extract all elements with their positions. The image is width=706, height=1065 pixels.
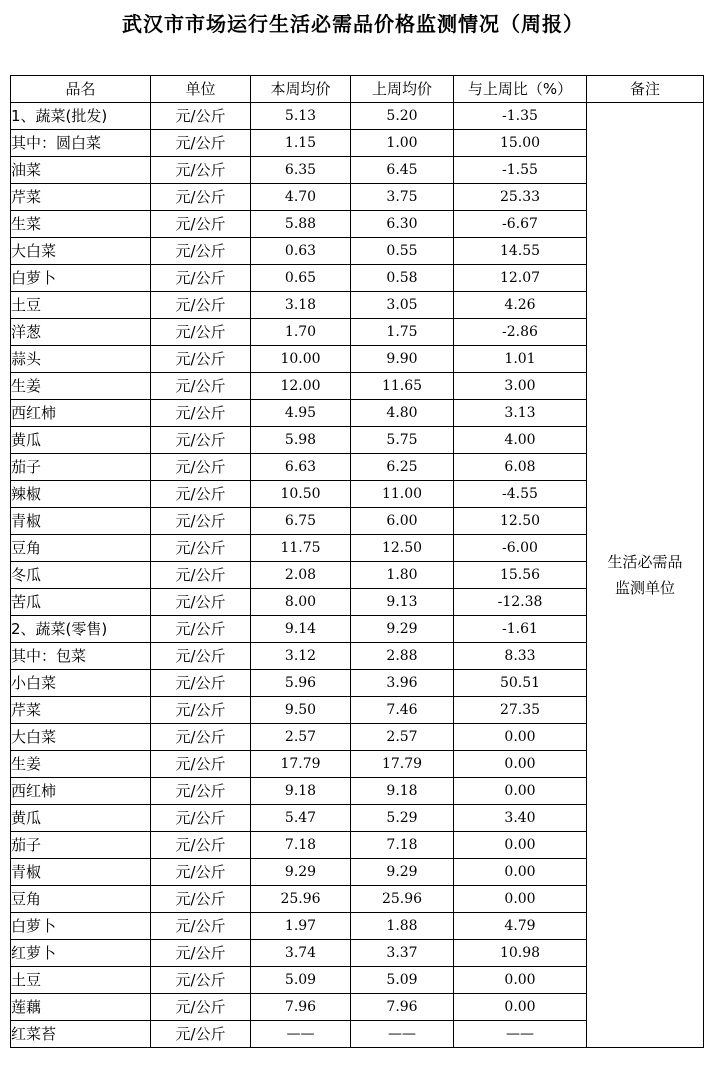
row-change-cell: -4.55 (454, 481, 587, 508)
row-name-cell: 土豆 (11, 967, 151, 994)
row-last-week-cell: —— (351, 1021, 454, 1048)
row-name-cell: 红菜苔 (11, 1021, 151, 1048)
row-unit-cell: 元/公斤 (151, 1021, 251, 1048)
row-unit-cell: 元/公斤 (151, 751, 251, 778)
row-last-week-cell: 6.25 (351, 454, 454, 481)
row-last-week-cell: 5.20 (351, 103, 454, 130)
row-change-cell: 50.51 (454, 670, 587, 697)
row-name-cell: 蒜头 (11, 346, 151, 373)
row-last-week-cell: 7.96 (351, 994, 454, 1021)
row-name-cell: 白萝卜 (11, 913, 151, 940)
row-this-week-cell: 4.70 (251, 184, 351, 211)
row-unit-cell: 元/公斤 (151, 967, 251, 994)
row-change-cell: -1.35 (454, 103, 587, 130)
row-unit-cell: 元/公斤 (151, 508, 251, 535)
row-change-cell: 4.00 (454, 427, 587, 454)
row-last-week-cell: 1.88 (351, 913, 454, 940)
row-this-week-cell: 5.47 (251, 805, 351, 832)
row-last-week-cell: 1.75 (351, 319, 454, 346)
header-remark: 备注 (587, 76, 704, 103)
row-name-cell: 辣椒 (11, 481, 151, 508)
row-last-week-cell: 0.55 (351, 238, 454, 265)
row-name-cell: 茄子 (11, 454, 151, 481)
row-this-week-cell: 6.35 (251, 157, 351, 184)
row-change-cell: 8.33 (454, 643, 587, 670)
row-change-cell: 1.01 (454, 346, 587, 373)
row-last-week-cell: 6.30 (351, 211, 454, 238)
row-name-cell: 洋葱 (11, 319, 151, 346)
row-name-cell: 西红柿 (11, 400, 151, 427)
table-body (11, 103, 704, 1048)
header-change: 与上周比（%） (454, 76, 587, 103)
price-table (10, 75, 704, 1048)
row-change-cell: -1.55 (454, 157, 587, 184)
row-this-week-cell: 3.12 (251, 643, 351, 670)
row-unit-cell: 元/公斤 (151, 535, 251, 562)
row-last-week-cell: 25.96 (351, 886, 454, 913)
row-change-cell: 0.00 (454, 886, 587, 913)
row-unit-cell: 元/公斤 (151, 319, 251, 346)
row-change-cell: 4.79 (454, 913, 587, 940)
row-change-cell: 0.00 (454, 778, 587, 805)
row-change-cell: 3.13 (454, 400, 587, 427)
row-this-week-cell: 0.65 (251, 265, 351, 292)
row-unit-cell: 元/公斤 (151, 724, 251, 751)
row-change-cell: 4.26 (454, 292, 587, 319)
row-this-week-cell: 2.08 (251, 562, 351, 589)
row-this-week-cell: 7.18 (251, 832, 351, 859)
row-last-week-cell: 11.00 (351, 481, 454, 508)
row-last-week-cell: 5.29 (351, 805, 454, 832)
row-last-week-cell: 6.00 (351, 508, 454, 535)
row-unit-cell: 元/公斤 (151, 859, 251, 886)
row-unit-cell: 元/公斤 (151, 211, 251, 238)
row-this-week-cell: 9.14 (251, 616, 351, 643)
row-unit-cell: 元/公斤 (151, 103, 251, 130)
row-this-week-cell: 9.18 (251, 778, 351, 805)
row-unit-cell: 元/公斤 (151, 184, 251, 211)
header-name: 品名 (11, 76, 151, 103)
row-name-cell: 其中：包菜 (11, 643, 151, 670)
row-this-week-cell: 11.75 (251, 535, 351, 562)
row-last-week-cell: 5.75 (351, 427, 454, 454)
row-change-cell: 15.56 (454, 562, 587, 589)
row-unit-cell: 元/公斤 (151, 589, 251, 616)
row-change-cell: 0.00 (454, 724, 587, 751)
row-change-cell: -1.61 (454, 616, 587, 643)
row-this-week-cell: 4.95 (251, 400, 351, 427)
row-this-week-cell: 17.79 (251, 751, 351, 778)
row-name-cell: 生姜 (11, 373, 151, 400)
row-unit-cell: 元/公斤 (151, 832, 251, 859)
row-unit-cell: 元/公斤 (151, 292, 251, 319)
row-this-week-cell: 6.63 (251, 454, 351, 481)
row-this-week-cell: —— (251, 1021, 351, 1048)
row-change-cell: 0.00 (454, 994, 587, 1021)
row-change-cell: -2.86 (454, 319, 587, 346)
row-change-cell: -6.67 (454, 211, 587, 238)
row-last-week-cell: 5.09 (351, 967, 454, 994)
row-change-cell: 3.40 (454, 805, 587, 832)
row-change-cell: 14.55 (454, 238, 587, 265)
row-last-week-cell: 9.18 (351, 778, 454, 805)
row-this-week-cell: 0.63 (251, 238, 351, 265)
row-last-week-cell: 3.75 (351, 184, 454, 211)
row-last-week-cell: 7.18 (351, 832, 454, 859)
row-change-cell: 3.00 (454, 373, 587, 400)
row-this-week-cell: 1.70 (251, 319, 351, 346)
row-change-cell: 12.07 (454, 265, 587, 292)
row-last-week-cell: 2.88 (351, 643, 454, 670)
row-name-cell: 生姜 (11, 751, 151, 778)
row-unit-cell: 元/公斤 (151, 994, 251, 1021)
row-name-cell: 白萝卜 (11, 265, 151, 292)
row-name-cell: 青椒 (11, 859, 151, 886)
header-this-week: 本周均价 (251, 76, 351, 103)
row-change-cell: 0.00 (454, 859, 587, 886)
row-this-week-cell: 3.74 (251, 940, 351, 967)
row-unit-cell: 元/公斤 (151, 427, 251, 454)
row-unit-cell: 元/公斤 (151, 778, 251, 805)
row-unit-cell: 元/公斤 (151, 940, 251, 967)
row-this-week-cell: 1.97 (251, 913, 351, 940)
row-name-cell: 小白菜 (11, 670, 151, 697)
row-last-week-cell: 3.05 (351, 292, 454, 319)
row-name-cell: 青椒 (11, 508, 151, 535)
row-unit-cell: 元/公斤 (151, 373, 251, 400)
row-last-week-cell: 4.80 (351, 400, 454, 427)
row-unit-cell: 元/公斤 (151, 238, 251, 265)
table-header-row (11, 76, 704, 103)
row-name-cell: 油菜 (11, 157, 151, 184)
row-last-week-cell: 9.29 (351, 616, 454, 643)
row-change-cell: -12.38 (454, 589, 587, 616)
row-name-cell: 冬瓜 (11, 562, 151, 589)
row-this-week-cell: 2.57 (251, 724, 351, 751)
row-change-cell: 12.50 (454, 508, 587, 535)
row-name-cell: 莲藕 (11, 994, 151, 1021)
row-unit-cell: 元/公斤 (151, 913, 251, 940)
row-name-cell: 大白菜 (11, 724, 151, 751)
row-name-cell: 芹菜 (11, 184, 151, 211)
row-this-week-cell: 1.15 (251, 130, 351, 157)
row-name-cell: 豆角 (11, 535, 151, 562)
row-this-week-cell: 12.00 (251, 373, 351, 400)
row-last-week-cell: 12.50 (351, 535, 454, 562)
row-last-week-cell: 1.80 (351, 562, 454, 589)
row-unit-cell: 元/公斤 (151, 562, 251, 589)
row-unit-cell: 元/公斤 (151, 400, 251, 427)
row-name-cell: 其中：圆白菜 (11, 130, 151, 157)
row-name-cell: 黄瓜 (11, 427, 151, 454)
row-last-week-cell: 1.00 (351, 130, 454, 157)
row-last-week-cell: 3.37 (351, 940, 454, 967)
row-unit-cell: 元/公斤 (151, 886, 251, 913)
row-change-cell: 10.98 (454, 940, 587, 967)
row-name-cell: 1、蔬菜(批发) (11, 103, 151, 130)
row-name-cell: 豆角 (11, 886, 151, 913)
row-this-week-cell: 9.29 (251, 859, 351, 886)
row-unit-cell: 元/公斤 (151, 481, 251, 508)
row-this-week-cell: 5.96 (251, 670, 351, 697)
row-unit-cell: 元/公斤 (151, 265, 251, 292)
row-change-cell: 25.33 (454, 184, 587, 211)
header-unit: 单位 (151, 76, 251, 103)
row-unit-cell: 元/公斤 (151, 454, 251, 481)
row-unit-cell: 元/公斤 (151, 805, 251, 832)
row-this-week-cell: 10.00 (251, 346, 351, 373)
row-last-week-cell: 9.29 (351, 859, 454, 886)
row-this-week-cell: 9.50 (251, 697, 351, 724)
row-change-cell: 27.35 (454, 697, 587, 724)
row-this-week-cell: 5.88 (251, 211, 351, 238)
row-last-week-cell: 0.58 (351, 265, 454, 292)
row-name-cell: 生菜 (11, 211, 151, 238)
row-name-cell: 红萝卜 (11, 940, 151, 967)
row-this-week-cell: 7.96 (251, 994, 351, 1021)
row-name-cell: 土豆 (11, 292, 151, 319)
row-this-week-cell: 8.00 (251, 589, 351, 616)
row-unit-cell: 元/公斤 (151, 670, 251, 697)
row-last-week-cell: 7.46 (351, 697, 454, 724)
row-change-cell: 0.00 (454, 967, 587, 994)
row-name-cell: 大白菜 (11, 238, 151, 265)
row-name-cell: 西红柿 (11, 778, 151, 805)
row-name-cell: 2、蔬菜(零售) (11, 616, 151, 643)
row-change-cell: 15.00 (454, 130, 587, 157)
row-this-week-cell: 25.96 (251, 886, 351, 913)
row-last-week-cell: 3.96 (351, 670, 454, 697)
row-unit-cell: 元/公斤 (151, 697, 251, 724)
table-row (11, 103, 704, 130)
row-unit-cell: 元/公斤 (151, 157, 251, 184)
row-unit-cell: 元/公斤 (151, 616, 251, 643)
row-this-week-cell: 10.50 (251, 481, 351, 508)
row-name-cell: 黄瓜 (11, 805, 151, 832)
row-this-week-cell: 6.75 (251, 508, 351, 535)
row-unit-cell: 元/公斤 (151, 643, 251, 670)
row-unit-cell: 元/公斤 (151, 346, 251, 373)
row-last-week-cell: 11.65 (351, 373, 454, 400)
row-last-week-cell: 9.90 (351, 346, 454, 373)
row-last-week-cell: 6.45 (351, 157, 454, 184)
row-name-cell: 苦瓜 (11, 589, 151, 616)
row-name-cell: 芹菜 (11, 697, 151, 724)
row-this-week-cell: 5.09 (251, 967, 351, 994)
row-last-week-cell: 2.57 (351, 724, 454, 751)
row-change-cell: 0.00 (454, 832, 587, 859)
row-name-cell: 茄子 (11, 832, 151, 859)
row-this-week-cell: 5.13 (251, 103, 351, 130)
page-title: 武汉市市场运行生活必需品价格监测情况（周报） (122, 12, 584, 36)
row-change-cell: 0.00 (454, 751, 587, 778)
row-last-week-cell: 17.79 (351, 751, 454, 778)
row-change-cell: -6.00 (454, 535, 587, 562)
row-change-cell: —— (454, 1021, 587, 1048)
header-last-week: 上周均价 (351, 76, 454, 103)
row-this-week-cell: 5.98 (251, 427, 351, 454)
remark-cell: 生活必需品 监测单位 (587, 103, 704, 1048)
row-this-week-cell: 3.18 (251, 292, 351, 319)
row-change-cell: 6.08 (454, 454, 587, 481)
row-unit-cell: 元/公斤 (151, 130, 251, 157)
row-last-week-cell: 9.13 (351, 589, 454, 616)
